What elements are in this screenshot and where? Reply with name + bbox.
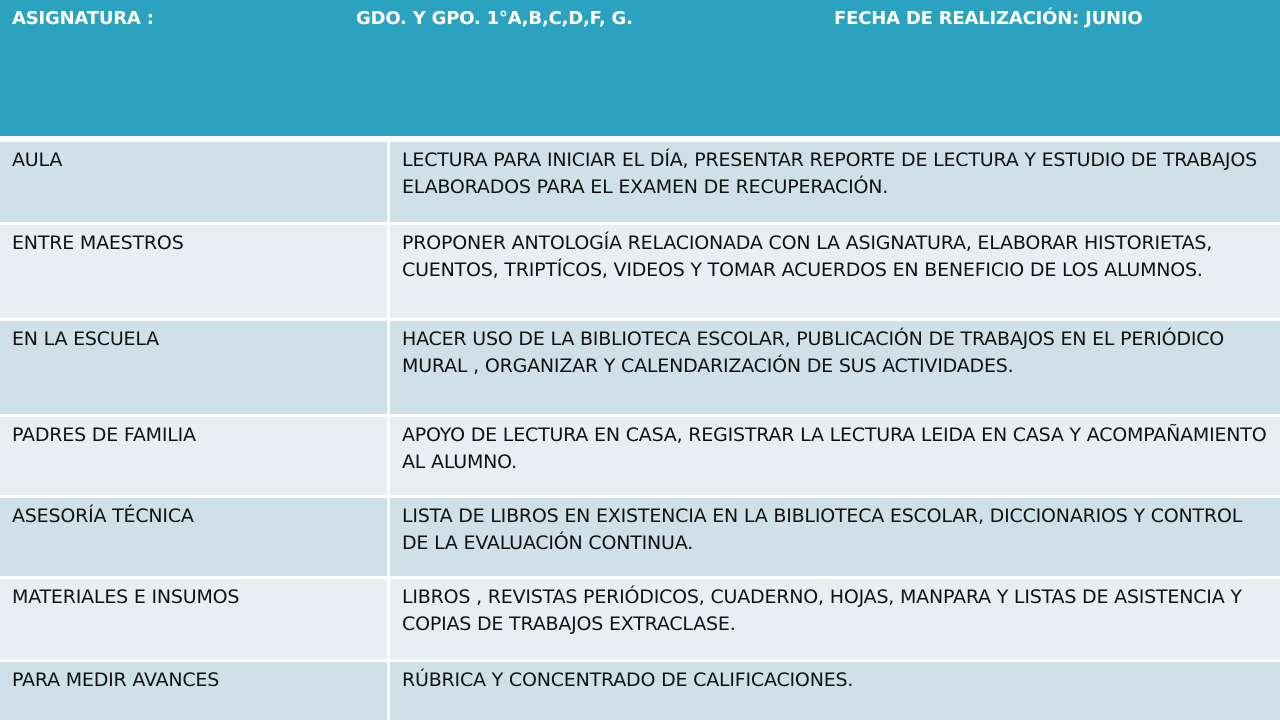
row-label: AULA [0, 142, 390, 222]
row-text: LECTURA PARA INICIAR EL DÍA, PRESENTAR REPORTE DE LECTURA Y ESTUDIO DE TRABAJOS ELABORADOS PARA EL EXAMEN DE RECUPERACIÓN. [402, 149, 1257, 198]
table-row [0, 662, 1280, 720]
row-label: MATERIALES E INSUMOS [0, 579, 390, 659]
row-text: LIBROS , REVISTAS PERIÓDICOS, CUADERNO, HOJAS, MANPARA Y LISTAS DE ASISTENCIA Y COPIAS DE TRABAJOS EXTRACLASE. [402, 586, 1242, 635]
table-row [0, 321, 1280, 417]
row-label: ASESORÍA TÉCNICA [0, 498, 390, 576]
row-label: EN LA ESCUELA [0, 321, 390, 414]
row-label: PADRES DE FAMILIA [0, 417, 390, 495]
row-text: APOYO DE LECTURA EN CASA, REGISTRAR LA LECTURA LEIDA EN CASA Y ACOMPAÑAMIENTO AL ALUMNO. [402, 424, 1267, 473]
table-row [0, 417, 1280, 498]
subject-label: ASIGNATURA : [12, 8, 154, 29]
row-text: LISTA DE LIBROS EN EXISTENCIA EN LA BIBLIOTECA ESCOLAR, DICCIONARIOS Y CONTROL DE LA EVALUACIÓN CONTINUA. [402, 505, 1243, 554]
date-label: FECHA DE REALIZACIÓN: JUNIO [834, 8, 1143, 29]
row-text: HACER USO DE LA BIBLIOTECA ESCOLAR, PUBLICACIÓN DE TRABAJOS EN EL PERIÓDICO MURAL , ORGANIZAR Y CALENDARIZACIÓN DE SUS ACTIVIDADES. [402, 328, 1225, 377]
grade-group-label: GDO. Y GPO. 1°A,B,C,D,F, G. [356, 8, 633, 29]
table-row [0, 225, 1280, 321]
row-text: PROPONER ANTOLOGÍA RELACIONADA CON LA ASIGNATURA, ELABORAR HISTORIETAS, CUENTOS, TRIPTÍCOS, VIDEOS Y TOMAR ACUERDOS EN BENEFICIO DE LOS ALUMNOS. [402, 232, 1213, 281]
table-row [0, 579, 1280, 662]
row-label: PARA MEDIR AVANCES [0, 662, 390, 720]
table-row [0, 142, 1280, 225]
row-text: RÚBRICA Y CONCENTRADO DE CALIFICACIONES. [402, 669, 854, 691]
table-row [0, 498, 1280, 579]
table-header [0, 0, 1280, 139]
row-label: ENTRE MAESTROS [0, 225, 390, 318]
